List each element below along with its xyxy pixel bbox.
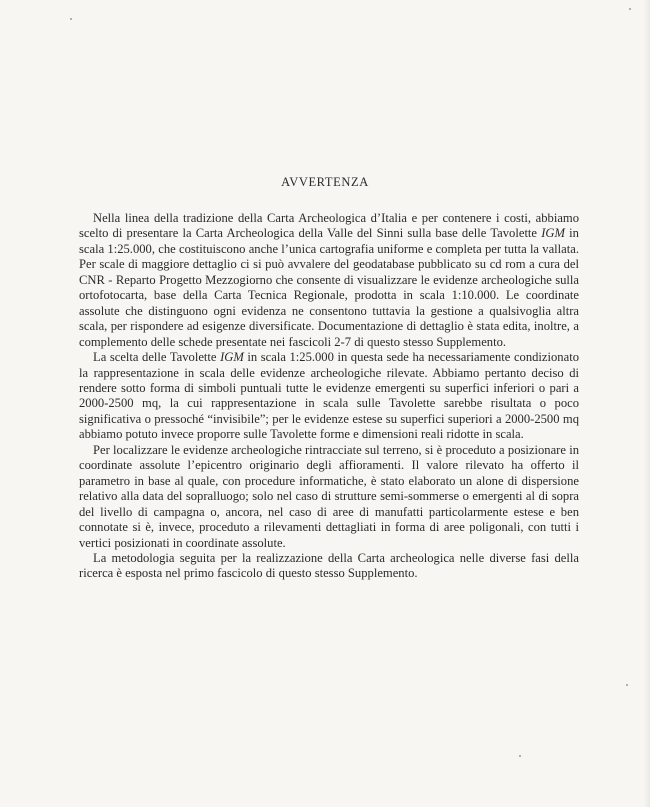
paragraph-1: Nella linea della tradizione della Carta Archeologica d’Italia e per contenere i costi, abbiamo scelto di presentare la Carta Archeologica della Valle del Sinni sulla base delle Tavolette IGM in scala 1:25.000, che costituiscono anche l’unica cartografia uniforme e completa per tutta la vallata. Per scale di maggiore dettaglio ci si può avvalere del geodatabase pubblicato su cd rom a cura del CNR - Reparto Progetto Mezzogiorno che consente di visualizzare le evidenze archeologiche sulla ortofotocarta, base della Carta Tecnica Regionale, prodotta in scala 1:10.000. Le coordinate assolute che distinguono ogni evidenza ne consentono tuttavia la gestione a qualsivoglia altra scala, per rispondere ad esigenze diversificate. Documentazione di dettaglio è stata edita, inoltre, a complemento delle schede presentate nei fascicoli 2-7 di questo stesso Supplemento. — [79, 211, 579, 349]
page-edge-shadow — [644, 0, 650, 807]
paper-speck — [519, 755, 521, 757]
body-text — [79, 211, 579, 582]
paragraph-3: Per localizzare le evidenze archeologiche rintracciate sul terreno, si è proceduto a posizionare in coordinate assolute l’epicentro originario degli affioramenti. Il valore rilevato ha offerto il parametro in base al quale, con procedure informatiche, è stato elaborato un alone di dispersione relativo alla data del sopralluogo; solo nel caso di strutture semi-sommerse o emergenti al di sopra del livello di campagna o, ancora, nel caso di aree di manufatti particolarmente estese e ben connotate si è, invece, proceduto a rilevamenti dettagliati in forma di aree poligonali, con tutti i vertici posizionati in coordinate assolute. — [79, 442, 579, 550]
paper-speck — [70, 18, 72, 20]
paragraph-2: La scelta delle Tavolette IGM in scala 1:25.000 in questa sede ha necessariamente condizionato la rappresentazione in scala delle evidenze archeologiche rilevate. Abbiamo pertanto deciso di rendere sotto forma di simboli puntuali tutte le evidenze emergenti su superfici inferiori o pari a 2000-2500 mq, la cui rappresentazione in scala sulle Tavolette sarebbe risultata o poco significativa o pressoché “invisibile”; per le evidenze estese su superfici superiori a 2000-2500 mq abbiamo potuto invece proporre sulle Tavolette forme e dimensioni reali ridotte in scala. — [79, 350, 579, 442]
page-title: AVVERTENZA — [281, 175, 369, 189]
paper-speck — [629, 8, 631, 10]
paper-speck — [626, 684, 628, 686]
paragraph-4: La metodologia seguita per la realizzazione della Carta archeologica nelle diverse fasi della ricerca è esposta nel primo fascicolo di questo stesso Supplemento. — [79, 550, 579, 581]
